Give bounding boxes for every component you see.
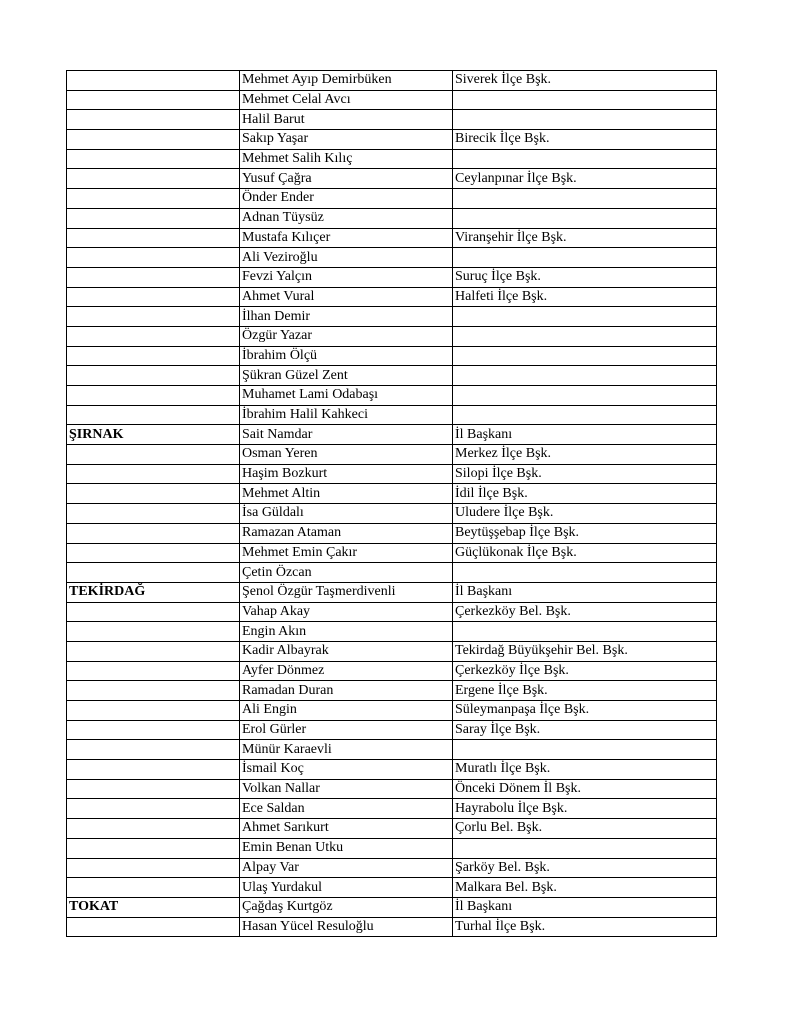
- table-row: [67, 878, 717, 898]
- province-cell: TOKAT: [67, 897, 240, 917]
- table-row: [67, 760, 717, 780]
- name-cell: Hasan Yücel Resuloğlu: [240, 917, 453, 937]
- role-cell: İl Başkanı: [453, 897, 717, 917]
- name-cell: Mustafa Kılıçer: [240, 228, 453, 248]
- table-row: [67, 661, 717, 681]
- name-cell: Ahmet Sarıkurt: [240, 819, 453, 839]
- name-cell: Önder Ender: [240, 189, 453, 209]
- table-row: [67, 799, 717, 819]
- table-row: [67, 523, 717, 543]
- name-cell: Ramazan Ataman: [240, 523, 453, 543]
- name-cell: Haşim Bozkurt: [240, 464, 453, 484]
- province-cell: [67, 838, 240, 858]
- province-cell: [67, 878, 240, 898]
- province-cell: [67, 228, 240, 248]
- name-cell: Mehmet Celal Avcı: [240, 90, 453, 110]
- name-cell: Ulaş Yurdakul: [240, 878, 453, 898]
- name-cell: Adnan Tüysüz: [240, 208, 453, 228]
- province-cell: [67, 267, 240, 287]
- province-cell: [67, 917, 240, 937]
- table-row: [67, 484, 717, 504]
- province-cell: [67, 169, 240, 189]
- name-cell: İbrahim Ölçü: [240, 346, 453, 366]
- table-row: [67, 504, 717, 524]
- role-cell: Önceki Dönem İl Bşk.: [453, 779, 717, 799]
- role-cell: [453, 149, 717, 169]
- role-cell: Turhal İlçe Bşk.: [453, 917, 717, 937]
- name-cell: Vahap Akay: [240, 602, 453, 622]
- name-cell: Çağdaş Kurtgöz: [240, 897, 453, 917]
- province-cell: [67, 307, 240, 327]
- table-row: [67, 386, 717, 406]
- role-cell: [453, 189, 717, 209]
- province-cell: [67, 445, 240, 465]
- table-row: [67, 228, 717, 248]
- province-cell: [67, 110, 240, 130]
- table-row: [67, 71, 717, 91]
- role-cell: Silopi İlçe Bşk.: [453, 464, 717, 484]
- province-cell: [67, 287, 240, 307]
- province-cell: [67, 326, 240, 346]
- province-cell: [67, 602, 240, 622]
- province-cell: [67, 130, 240, 150]
- name-cell: Yusuf Çağra: [240, 169, 453, 189]
- table-row: [67, 740, 717, 760]
- name-cell: Alpay Var: [240, 858, 453, 878]
- table-row: [67, 641, 717, 661]
- role-cell: Hayrabolu İlçe Bşk.: [453, 799, 717, 819]
- role-cell: İl Başkanı: [453, 425, 717, 445]
- province-cell: [67, 149, 240, 169]
- role-cell: Çorlu Bel. Bşk.: [453, 819, 717, 839]
- role-cell: Tekirdağ Büyükşehir Bel. Bşk.: [453, 641, 717, 661]
- table-row: [67, 563, 717, 583]
- province-cell: TEKİRDAĞ: [67, 582, 240, 602]
- role-cell: Şarköy Bel. Bşk.: [453, 858, 717, 878]
- province-cell: [67, 189, 240, 209]
- role-cell: [453, 740, 717, 760]
- province-cell: [67, 346, 240, 366]
- province-cell: [67, 563, 240, 583]
- role-cell: [453, 208, 717, 228]
- table-row: [67, 838, 717, 858]
- table-row: [67, 425, 717, 445]
- name-cell: Emin Benan Utku: [240, 838, 453, 858]
- table-row: [67, 130, 717, 150]
- table-row: [67, 267, 717, 287]
- role-cell: Malkara Bel. Bşk.: [453, 878, 717, 898]
- province-cell: [67, 720, 240, 740]
- province-cell: [67, 681, 240, 701]
- name-cell: Mehmet Salih Kılıç: [240, 149, 453, 169]
- province-cell: [67, 484, 240, 504]
- table-row: [67, 208, 717, 228]
- name-cell: Ramadan Duran: [240, 681, 453, 701]
- table-row: [67, 169, 717, 189]
- name-cell: Ece Saldan: [240, 799, 453, 819]
- table-row: [67, 346, 717, 366]
- role-cell: İl Başkanı: [453, 582, 717, 602]
- table-row: [67, 720, 717, 740]
- name-cell: İsmail Koç: [240, 760, 453, 780]
- table-row: [67, 897, 717, 917]
- table-row: [67, 917, 717, 937]
- role-cell: [453, 563, 717, 583]
- role-cell: Siverek İlçe Bşk.: [453, 71, 717, 91]
- role-cell: [453, 366, 717, 386]
- province-cell: [67, 858, 240, 878]
- table-row: [67, 445, 717, 465]
- name-cell: Ahmet Vural: [240, 287, 453, 307]
- table-row: [67, 622, 717, 642]
- province-cell: [67, 622, 240, 642]
- province-cell: [67, 701, 240, 721]
- role-cell: Çerkezköy Bel. Bşk.: [453, 602, 717, 622]
- name-cell: İbrahim Halil Kahkeci: [240, 405, 453, 425]
- table-row: [67, 90, 717, 110]
- role-cell: Viranşehir İlçe Bşk.: [453, 228, 717, 248]
- table-row: [67, 287, 717, 307]
- role-cell: [453, 326, 717, 346]
- province-cell: [67, 464, 240, 484]
- table-row: [67, 464, 717, 484]
- table-row: [67, 189, 717, 209]
- province-cell: [67, 90, 240, 110]
- role-cell: Uludere İlçe Bşk.: [453, 504, 717, 524]
- name-cell: Şenol Özgür Taşmerdivenli: [240, 582, 453, 602]
- role-cell: Güçlükonak İlçe Bşk.: [453, 543, 717, 563]
- province-cell: [67, 819, 240, 839]
- name-cell: Engin Akın: [240, 622, 453, 642]
- role-cell: Saray İlçe Bşk.: [453, 720, 717, 740]
- province-cell: [67, 740, 240, 760]
- name-cell: Erol Gürler: [240, 720, 453, 740]
- province-cell: [67, 661, 240, 681]
- name-cell: İlhan Demir: [240, 307, 453, 327]
- role-cell: Ergene İlçe Bşk.: [453, 681, 717, 701]
- table-row: [67, 779, 717, 799]
- table-row: [67, 326, 717, 346]
- role-cell: Çerkezköy İlçe Bşk.: [453, 661, 717, 681]
- name-cell: Ali Veziroğlu: [240, 248, 453, 268]
- role-cell: [453, 90, 717, 110]
- name-cell: Sait Namdar: [240, 425, 453, 445]
- name-cell: Osman Yeren: [240, 445, 453, 465]
- role-cell: [453, 405, 717, 425]
- name-cell: Fevzi Yalçın: [240, 267, 453, 287]
- table-row: [67, 248, 717, 268]
- province-cell: [67, 760, 240, 780]
- province-cell: [67, 523, 240, 543]
- role-cell: Birecik İlçe Bşk.: [453, 130, 717, 150]
- province-cell: [67, 366, 240, 386]
- role-cell: [453, 386, 717, 406]
- role-cell: [453, 248, 717, 268]
- roster-table: [66, 70, 717, 937]
- table-row: [67, 858, 717, 878]
- name-cell: Mehmet Ayıp Demirbüken: [240, 71, 453, 91]
- province-cell: [67, 386, 240, 406]
- name-cell: Ayfer Dönmez: [240, 661, 453, 681]
- province-cell: [67, 405, 240, 425]
- name-cell: Mehmet Emin Çakır: [240, 543, 453, 563]
- table-row: [67, 681, 717, 701]
- province-cell: [67, 779, 240, 799]
- name-cell: Münür Karaevli: [240, 740, 453, 760]
- name-cell: Çetin Özcan: [240, 563, 453, 583]
- name-cell: İsa Güldalı: [240, 504, 453, 524]
- role-cell: Beytüşşebap İlçe Bşk.: [453, 523, 717, 543]
- province-cell: [67, 248, 240, 268]
- name-cell: Volkan Nallar: [240, 779, 453, 799]
- name-cell: Mehmet Altin: [240, 484, 453, 504]
- table-row: [67, 307, 717, 327]
- role-cell: [453, 838, 717, 858]
- role-cell: [453, 307, 717, 327]
- table-row: [67, 405, 717, 425]
- name-cell: Halil Barut: [240, 110, 453, 130]
- name-cell: Şükran Güzel Zent: [240, 366, 453, 386]
- province-cell: [67, 543, 240, 563]
- table-row: [67, 582, 717, 602]
- role-cell: Suruç İlçe Bşk.: [453, 267, 717, 287]
- name-cell: Özgür Yazar: [240, 326, 453, 346]
- province-cell: [67, 799, 240, 819]
- name-cell: Kadir Albayrak: [240, 641, 453, 661]
- role-cell: Muratlı İlçe Bşk.: [453, 760, 717, 780]
- table-row: [67, 819, 717, 839]
- table-row: [67, 602, 717, 622]
- role-cell: Halfeti İlçe Bşk.: [453, 287, 717, 307]
- name-cell: Ali Engin: [240, 701, 453, 721]
- province-cell: [67, 71, 240, 91]
- role-cell: [453, 110, 717, 130]
- name-cell: Muhamet Lami Odabaşı: [240, 386, 453, 406]
- table-row: [67, 110, 717, 130]
- roster-table-body: [67, 71, 717, 937]
- role-cell: [453, 622, 717, 642]
- role-cell: [453, 346, 717, 366]
- province-cell: [67, 504, 240, 524]
- province-cell: ŞIRNAK: [67, 425, 240, 445]
- province-cell: [67, 641, 240, 661]
- table-row: [67, 366, 717, 386]
- role-cell: Süleymanpaşa İlçe Bşk.: [453, 701, 717, 721]
- province-cell: [67, 208, 240, 228]
- table-row: [67, 543, 717, 563]
- name-cell: Sakıp Yaşar: [240, 130, 453, 150]
- role-cell: Merkez İlçe Bşk.: [453, 445, 717, 465]
- table-row: [67, 701, 717, 721]
- table-row: [67, 149, 717, 169]
- role-cell: İdil İlçe Bşk.: [453, 484, 717, 504]
- role-cell: Ceylanpınar İlçe Bşk.: [453, 169, 717, 189]
